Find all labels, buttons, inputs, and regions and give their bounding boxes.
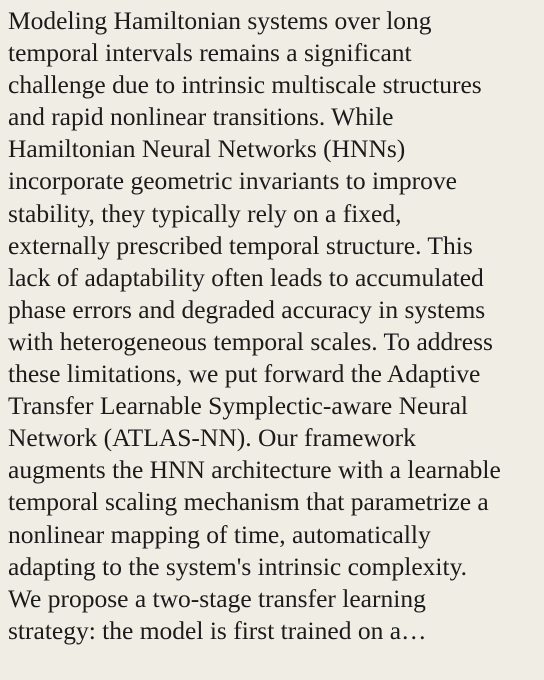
abstract-line: strategy: the model is first trained on a… bbox=[8, 615, 427, 645]
abstract-line: with heterogeneous temporal scales. To address bbox=[8, 326, 493, 356]
abstract-line: lack of adaptability often leads to accumulated bbox=[8, 262, 484, 292]
abstract-line: Network (ATLAS-NN). Our framework bbox=[8, 423, 416, 453]
abstract-line: temporal scaling mechanism that parametrize a bbox=[8, 487, 489, 517]
abstract-paragraph bbox=[8, 5, 534, 647]
abstract-line: Transfer Learnable Symplectic-aware Neural bbox=[8, 391, 468, 421]
abstract-line: challenge due to intrinsic multiscale structures bbox=[8, 70, 482, 100]
abstract-line: these limitations, we put forward the Adaptive bbox=[8, 359, 481, 389]
abstract-line: We propose a two-stage transfer learning bbox=[8, 583, 426, 613]
abstract-line: nonlinear mapping of time, automatically bbox=[8, 519, 431, 549]
abstract-line: and rapid nonlinear transitions. While bbox=[8, 102, 394, 132]
abstract-line: adapting to the system's intrinsic complexity. bbox=[8, 551, 468, 581]
abstract-line: externally prescribed temporal structure. This bbox=[8, 230, 473, 260]
abstract-line: Hamiltonian Neural Networks (HNNs) bbox=[8, 134, 406, 164]
abstract-line: temporal intervals remains a significant bbox=[8, 38, 412, 68]
abstract-line: Modeling Hamiltonian systems over long bbox=[8, 6, 432, 35]
abstract-line: augments the HNN architecture with a learnable bbox=[8, 455, 501, 485]
abstract-line: phase errors and degraded accuracy in systems bbox=[8, 294, 486, 324]
abstract-line: incorporate geometric invariants to improve bbox=[8, 166, 457, 196]
abstract-line: stability, they typically rely on a fixed, bbox=[8, 198, 402, 228]
